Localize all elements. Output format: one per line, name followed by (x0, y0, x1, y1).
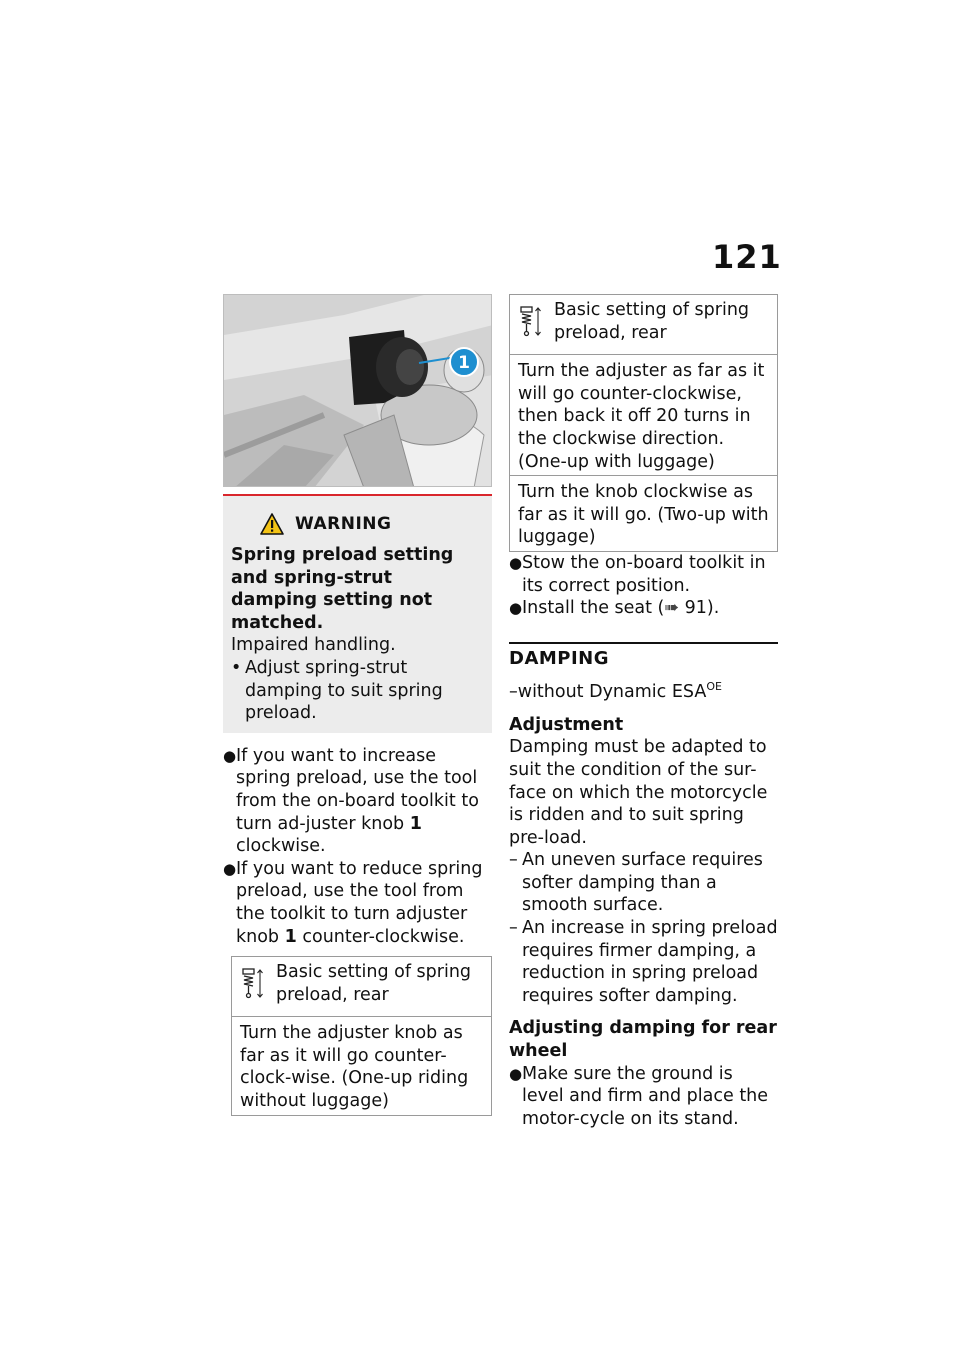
adjuster-illustration (224, 295, 492, 487)
spec-title: Basic setting of spring preload, rear (554, 300, 750, 343)
warning-label: WARNING (295, 513, 392, 534)
oe-superscript: OE (706, 680, 722, 694)
equipment-note: –without Dynamic $ESA^{OE}$ (509, 680, 722, 703)
knob-ref: 1 (409, 813, 422, 834)
adjuster-photo (223, 294, 492, 487)
warning-title: Spring preload setting and spring-strut damping setting not matched. (231, 545, 454, 633)
bullet-icon: ● (509, 1064, 523, 1083)
spec-row: Turn the adjuster knob as far as it will go counter-clock-wise. (One-up riding without luggage) (240, 1023, 469, 1112)
warning-box (223, 494, 492, 733)
spec-row: Turn the knob clockwise as far as it will go. (Two-up with luggage) (510, 475, 777, 551)
left-column (223, 294, 492, 1116)
adjustment-heading: Adjustment (509, 714, 624, 735)
spec-title: Basic setting of spring preload, rear (276, 962, 472, 1005)
list-item: ● Stow the on-board toolkit in its correct position. (509, 552, 766, 596)
spec-header (510, 295, 777, 355)
spring-strut-icon (238, 961, 276, 1006)
right-column (509, 294, 778, 1130)
page-ref: 91 (684, 598, 707, 619)
spec-header (232, 957, 491, 1017)
list-item: – An uneven surface requires softer damping than a smooth surface. (509, 850, 763, 916)
spec-box-right (509, 294, 778, 552)
spec-box-left (231, 956, 492, 1116)
bullet-icon: ● (509, 553, 523, 572)
page-number: 121 (712, 238, 782, 276)
warning-icon (259, 512, 285, 536)
rear-damping-heading: Adjusting damping for rear wheel (509, 1018, 777, 1062)
list-item: ● If you want to increase spring preload, use the tool from the on-board toolkit to turn ad-juster knob 1 clockwise. (223, 745, 479, 857)
list-item: ● Install the seat (➠ 91). (509, 598, 720, 619)
warning-header (231, 512, 484, 536)
list-item: ● If you want to reduce spring preload, use the tool from the toolkit to turn adjuster knob 1 counter-clockwise. (223, 858, 483, 947)
warning-action: • Adjust spring-strut damping to suit spring preload. (231, 657, 443, 724)
spring-strut-icon (516, 299, 554, 344)
spec-row: Turn the adjuster as far as it will go counter-clockwise, then back it off 20 turns in the clockwise direction. (One-up with luggage) (518, 361, 765, 472)
bullet-icon: ● (223, 746, 237, 765)
bullet-icon: ● (509, 599, 523, 618)
list-item: – An increase in spring preload requires firmer damping, a reduction in spring preload requires softer damping. (509, 918, 778, 1006)
section-title: DAMPING (509, 647, 610, 669)
knob-ref: 1 (284, 926, 297, 947)
page-ref-arrow-icon: ➠ (664, 598, 680, 619)
callout-label: 1 (458, 353, 470, 373)
warning-consequence: Impaired handling. (231, 635, 396, 656)
adjustment-text: Damping must be adapted to suit the condition of the sur-face on which the motorcycle is ridden and to suit spring pre-load. (509, 737, 768, 848)
bullet-icon: ● (223, 859, 237, 878)
damping-section (509, 642, 778, 1131)
list-item: ● Make sure the ground is level and firm and place the motor-cycle on its stand. (509, 1063, 769, 1129)
preload-bullets (223, 745, 492, 948)
